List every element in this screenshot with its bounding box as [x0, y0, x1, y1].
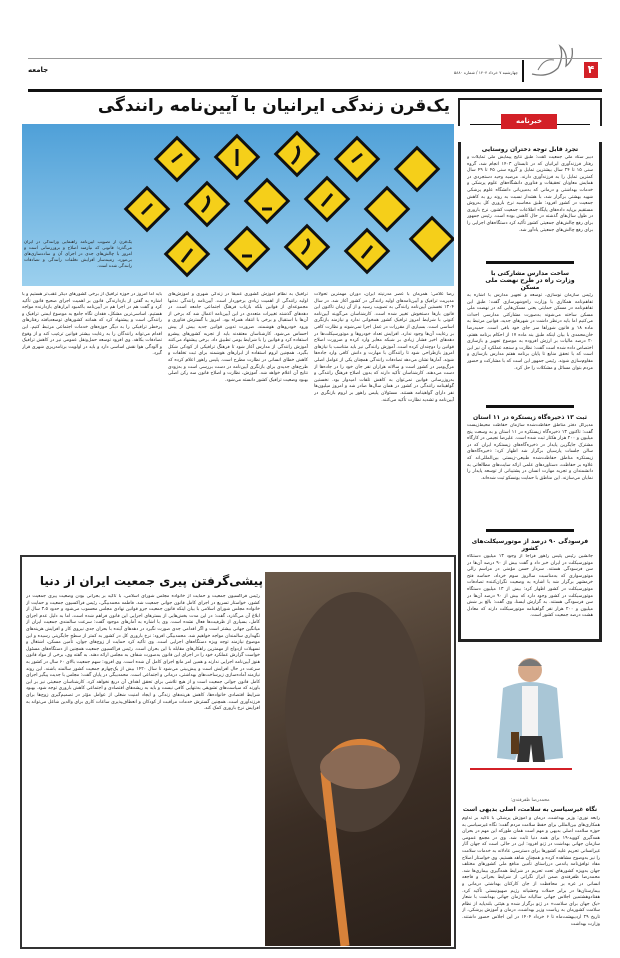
page-number-badge: ۴ — [584, 62, 598, 78]
aging-headline: پیشی‌گرفتن پیری جمعیت ایران از دنیا — [39, 574, 263, 588]
newspaper-logo — [528, 38, 580, 82]
news-title: ساخت مدارس مشارکتی با وزارت راه در طرح نهضت ملی مسکن — [485, 270, 575, 291]
issue-date: چهارشنبه ۷ خرداد ۱۴۰۴ / شماره ۵۸۸۰ — [454, 70, 518, 75]
divider — [486, 261, 574, 264]
news-item — [467, 146, 593, 255]
interview-body: رابعه نوری: وزیر بهداشت، درمان و آموزش پزشکی با تأکید بر تداوم همکاری‌های بین‌المللی برای حفظ سلامت مردم گفت: نگاه غیرسیاسی به حوزه سلامت اصلی بدیهی و مهم است همان طورکه این مهم در بحران همه‌گیری کووید-۱۹ برای همه دنیا ثابت شد. وی در مجمع عمومی سازمان جهانی بهداشت در ژنو افزود: این در حالی است که جهان آثار غیرانسانی تحریم علیه کشورها برای دسترسی عادلانه به خدمات سلامت را نیز به‌وضوح مشاهده کرده و همچنان شاهد هستیم. وی خواستار اصلاح مفاد توافق‌نامه پاندمی درراستای تأمین منافع ملی کشورهای مختلف جهان به‌ویژه کشورهای تحت تحریم در شرایط همه‌گیری بیماری‌ها شد. محمدرضا ظفرقندی ضمن ابراز نگرانی از شرایط بحرانی و فاجعه انسانی در غزه بر محافظت از جان کارکنان بهداشتی درمانی و بیمارستان‌ها در برابر حملات وحشیانه رژیم صهیونیستی تأکید کرد. هفتادوهشتمین اجلاس جهانی سالیانه سازمان جهانی بهداشت با شعار «یک جهان برای سلامت» در ژنو برگزار شده و هیئتی بلندپایه از نظام سلامت کشورمان به ریاست وزیر بهداشت، درمان و آموزش پزشکی، از تاریخ ۲۹ اردیبهشت‌ماه تا ۶ خرداد ۱۴۰۴ در این اجلاس حضور داشتند. وزارت بهداشت — [462, 816, 600, 927]
cane-photo — [265, 572, 451, 946]
header-top-rule — [28, 58, 602, 59]
main-article-col2: ترافیک به نظام آموزش کشوری عمیقاً در زندگی شهری و آموزش‌های اولیه رانندگی از اهمیت زیادی برخوردار است. آیین‌نامه رانندگی نه‌تنها مجموعه‌ای از قوانین بلکه بازتاب فرهنگ اجتماعی جامعه است. در دهه‌های گذشته تغییرات متعددی در این آیین‌نامه اعمال شد که برخی از آن‌ها با استقبال و برخی با انتقاد همراه بود. امروز با گسترش فناوری و ورود خودروهای هوشمند، ضرورت تدوین قوانین جدید بیش از پیش احساس می‌شود. کارشناسان معتقدند باید از تجربه کشورهای پیشرو استفاده کرد و قوانین را با شرایط بومی تطبیق داد. برخی پیشنهاد می‌کنند آموزش رانندگی از مدارس آغاز شود تا فرهنگ ترافیکی از کودکی شکل بگیرد. همچنین لزوم استفاده از ابزارهای هوشمند برای ثبت تخلفات و کاهش خطای انسانی در نظارت مطرح است. پلیس راهور اعلام کرده که طرح‌های جدیدی برای بازنگری آیین‌نامه در دست بررسی است و به‌زودی نتایج آن اعلام خواهد شد. آموزش، نظارت و اصلاح قانون سه رکن اصلی بهبود وضعیت ترافیک کشور دانسته می‌شود. — [168, 292, 308, 383]
news-item — [467, 270, 593, 399]
minister-portrait — [485, 648, 575, 766]
section-name: جامعه — [28, 66, 49, 74]
divider — [486, 405, 574, 408]
aging-body: رئیس فراکسیون جمعیت و حمایت از خانواده مجلس شورای اسلامی، با تأکید بر بحرانی بودن وضعیت پیری جمعیت در کشور، خواستار تسریع در اجرای کامل قانون جوانی جمعیت شد. فاطمه محمدبیگی، رئیس فراکسیون جمعیت و حمایت از خانواده مجلس شورای اسلامی با بیان اینکه قانون جمعیت جزو قوانین نهادی مجلس محسوب می‌شود و حدود ۳.۵ سال از ابلاغ آن می‌گذرد، گفت: در این مدت بخش‌هایی از بسترهای اجرایی این قانون فراهم شده است، اما به دلیل عدم اجرای کامل، بسیاری از ظرفیت‌ها فعال نشده است. وی با اشاره به آمارهای موجود گفت: سرعت سالمندی جمعیت ایران از میانگین جهانی بیشتر است و اگر اقدامی جدی صورت نگیرد در دهه‌های آینده با بحران جدی نیروی کار و افزایش هزینه‌های نگهداری سالمندان مواجه خواهیم شد. محمدبیگی افزود: نرخ باروری کل در کشور به کمتر از سطح جایگزینی رسیده و این موضوع نیازمند توجه ویژه دستگاه‌های اجرایی است. وی تأکید کرد حمایت از زوج‌های جوان، تأمین مسکن، اشتغال و تسهیلات ازدواج از مهمترین راهکارهای مقابله با این بحران است. رئیس فراکسیون جمعیت همچنین از دستگاه‌های مسئول خواست گزارش عملکرد خود را در اجرای این قانون به‌صورت شفاف به مجلس ارائه دهند. به گفته وی، برخی از مواد قانون هنوز آیین‌نامه اجرایی ندارند و همین امر مانع اجرای کامل آن شده است. وی افزود: سهم جمعیت بالای ۶۰ سال در کشور به سرعت در حال افزایش است و پیش‌بینی می‌شود تا سال ۱۴۲۰ بیش از یک‌چهارم جمعیت کشور سالمند باشند. این روند نیازمند آماده‌سازی زیرساخت‌های بهداشتی، درمانی و اجتماعی است. محمدبیگی در پایان گفت: مجلس با جدیت پیگیر اجرای کامل قانون جوانی جمعیت است و از هیچ تلاشی برای تحقق اهداف آن دریغ نخواهد کرد. کارشناسان جمعیتی نیز بر این باورند که سیاست‌های تشویقی به‌تنهایی کافی نیست و باید به ریشه‌های اقتصادی و اجتماعی کاهش باروری توجه شود. بهبود شرایط اقتصادی خانواده‌ها، کاهش هزینه‌های زندگی و ایجاد امنیت شغلی از عوامل مؤثر در تصمیم‌گیری زوج‌ها برای فرزندآوری است. همچنین گسترش خدمات مراقبت از کودکان و انعطاف‌پذیری ساعات کاری برای والدین شاغل می‌تواند به افزایش نرخ باروری کمک کند. — [26, 594, 260, 712]
header-bottom-rule — [28, 89, 602, 92]
main-headline: یک‌قرن زندگی ایرانیان با آیین‌نامه رانندگی — [97, 96, 450, 116]
newsletter-label: خبرنامه — [501, 114, 557, 129]
news-item — [467, 538, 593, 620]
newsletter-box — [458, 142, 602, 642]
main-article-col1: رضا غلامی: همزمان با عصر مدرنیته ایران، دوران مهمترین تحولات مدیریت ترافیک و آیین‌نامه‌های اولیه رانندگی در کشور آغاز شد. در سال ۱۳۰۴ نخستین آیین‌نامه رانندگی به تصویب رسید و از آن زمان تاکنون این قانون بارها دستخوش تغییر شده است. کارشناسان می‌گویند آیین‌نامه کنونی با شرایط امروز ترافیک کشور همخوانی ندارد و نیازمند بازنگری اساسی است. بسیاری از مقررات در عمل اجرا نمی‌شوند و نظارت کافی بر رعایت آن‌ها وجود ندارد. افزایش تعداد خودروها و موتورسیکلت‌ها در دهه‌های اخیر فشار زیادی بر شبکه معابر وارد کرده و ضرورت اصلاح قوانین را دوچندان کرده است. آموزش رانندگی نیز باید متناسب با نیازهای امروز بازطراحی شود تا رانندگان با مهارت و دانش کافی وارد جاده‌ها شوند. آمارها نشان می‌دهد تصادفات رانندگی همچنان یکی از عوامل اصلی مرگ‌ومیر در کشور است و سالانه هزاران نفر جان خود را در جاده‌ها از دست می‌دهند. کارشناسان تأکید دارند که بدون اصلاح فرهنگ رانندگی و به‌روزرسانی قوانین نمی‌توان به کاهش تلفات امیدوار بود. نخستین گواهینامه رانندگی در کشور در همان سال‌ها صادر شد و امروز میلیون‌ها نفر دارای گواهینامه هستند. مسئولان پلیس راهور بر لزوم بازنگری در آیین‌نامه و تشدید نظارت تأکید می‌کنند. — [314, 292, 454, 403]
news-body: رئیس سازمان نوسازی، توسعه و تجهیز مدارس با اشاره به تفاهم‌نامه همکاری با وزارت راه‌وشهرسازی گفت: طبق این تفاهم‌نامه در مسکن حمایتی یعنی مسکن‌هایی که در نهضت ملی مسکن ساخته می‌شوند به‌صورت مشارکتی مدارسی احداث می‌کنیم اما باید درنظر داشت در شهرهای جدید، قوانین مرتبط به ماده ۱۸ و قانون شوراها سر جای خود باقی است. حمیدرضا خان‌محمدی با بیان اینکه طبق بند ماده ۱۷ از احکام برنامه هفتم، ۲۰ درصد مالیات بر ارزش افزوده به موضوع تجهیز و بازسازی اختصاص داده شده است گفت: نظارت و سنجه عملکرد آن نیز این است که با تحقق منابع تا پایان برنامه هفتم مدارس بازسازی و مقاوم‌سازی شوند. رئیس جمهور این است که با مشارکت و حضور مردم بتوان مسائل و مشکلات را حل کرد. — [467, 293, 593, 371]
divider — [486, 529, 574, 532]
photo-caption: یک‌قرن از تصویب آیین‌نامه راهنمایی ورانندگی در ایران می‌گذرد؛ قانونی که نیازمند اصلاح و بروزرسانی است و امروز با چالش‌های جدی در اجرای آن و ساده‌سازی‌های بی‌مورد، زمینه‌ساز افزایش تخلفات رانندگی و تصادفات رانندگی شده است. — [24, 240, 132, 269]
interview-speaker: محمدرضا ظفرقندی: — [510, 798, 550, 803]
divider — [522, 60, 524, 82]
news-body: مدیرکل دفتر مناطق حفاظت‌شده سازمان حفاظت محیط‌زیست گفت: تاکنون ۱۳ ذخیره‌گاه زیستکره در ۱۱ استان و به وسعت پنج میلیون و ۲۰۰ هزار هکتار ثبت شده است. علیرضا نجیمی در کارگاه مشترک جایگزین پایدار در ذخیره‌گاه‌های زیستکره ایران که در سالن جلسات پارسیان برگزار شد اظهار کرد: ذخیره‌گاه‌های زیستکره مناطق حفاظت‌شده طبیعی-زیستی بین‌المللی‌اند که علاوه بر حفاظت، دستاوردهای علمی ارائه سایت‌های مطالعاتی به دانشمندان و تجربه مهارت انسان در پشتیبانی از توسعه پایدار را نمایان می‌سازند. این مناطق با حمایت یونسکو ثبت شده‌اند. — [467, 423, 593, 481]
news-body: جانشین رئیس پلیس راهور فراجا از وجود ۱۳ میلیون دستگاه موتورسیکلت در ایران خبر داد و گفت بیش از ۹۰ درصد آن‌ها در سن فرسودگی هستند. سردار حسن مؤمنی در مراسم رالی موتورسواری که به‌مناسبت سالروز سوم خرداد، حماسه فتح خرمشهر برگزار شد با اشاره به وضعیت نگران‌کننده تصادفات موتورسیکلت در کشور اظهار کرد: بیش از ۱۳ میلیون دستگاه موتورسیکلت در کشور وجود دارد که بیش از ۹۰ درصد آن‌ها در سن فرسودگی هستند. به گزارش ایسنا، وی گفت: بالغ بر شش میلیون و ۲۰۰ هزار نفر گواهینامه موتورسیکلت دارند که معادل هشت درصد جمعیت کشور است. — [467, 554, 593, 619]
main-article-col3: باید اما امروز در حوزه ترافیک از برخی کشورهای دیگر عقب‌تر هستیم و با اشاره به گفتن از بازدارندگی قانون بر اهمیت اجرای صحیح قانون تأکید کرد و گفت هم در اجرا هم در آیین‌نامه باکمبود ابزارهای بازدارنده مواجه هستیم. اساسی‌ترین مشکل، فقدان نگاه جامع به موضوع ایمنی ترافیک و رانندگی است و پیشنهاد کرد که همانند کشورهای توسعه‌یافته رفتارهای پرخطر ترافیکی را به دیگر حوزه‌های خدمات اجتماعی مرتبط کنیم. این اقدام می‌تواند رانندگان را به رعایت بیشتر قوانین ترغیب کند و از وقوع تصادفات بکاهد. وی افزود توسعه حمل‌ونقل عمومی نیز در کاهش ترافیک و آلودگی هوا نقش اساسی دارد و باید در اولویت برنامه‌ریزی شهری قرار گیرد. — [22, 292, 162, 357]
news-item — [467, 414, 593, 523]
news-title: فرسودگی ۹۰ درصد از موتورسیکلت‌های کشور — [471, 538, 589, 552]
accent-rule — [470, 768, 572, 770]
news-title: تجرد قابل توجه دختران روستایی — [481, 146, 579, 153]
interview-title: نگاه غیرسیاسی به سلامت، اصلی بدیهی است — [462, 806, 598, 813]
news-title: ثبت ۱۳ ذخیره‌گاه زیستکره در ۱۱ استان — [472, 414, 587, 421]
news-body: دبیر ستاد ملی جمعیت گفت: طبق نتایج پیمایش ملی تمایلات و رفتار فرزندآوری ایرانیان که در تابستان ۱۴۰۳ انجام شد، گروه سنی ۱۵ تا ۲۴ سال بیشترین تمایل و گروه سنی ۴۵ تا ۴۹ سال کمترین تمایل را به فرزندآوری دارند. مرضیه وحید دستجردی در همایش معاونان تحقیقات و فناوری دانشگاه‌های علوم پزشکی و خدمات بهداشتی و درمانی که به‌میزبانی دانشگاه علوم پزشکی شهید بهشتی برگزار شد، با هشدار نسبت به روند رو به کاهش جمعیت در کشور افزود: طبق محاسبه نرخ باروری کل به‌روش مستقیم برپایه داده‌های پایگاه اطلاعات جمعیت کشور، نرخ باروری در طول سال‌های گذشته در حال کاهش بوده است. رئیس جمهور برای رفع چالش‌های جمعیتی کشور تأکید کرد دستگاه‌های اجرایی را برای رفع چالش‌های جمعیتی یادآور شد. — [467, 155, 593, 233]
